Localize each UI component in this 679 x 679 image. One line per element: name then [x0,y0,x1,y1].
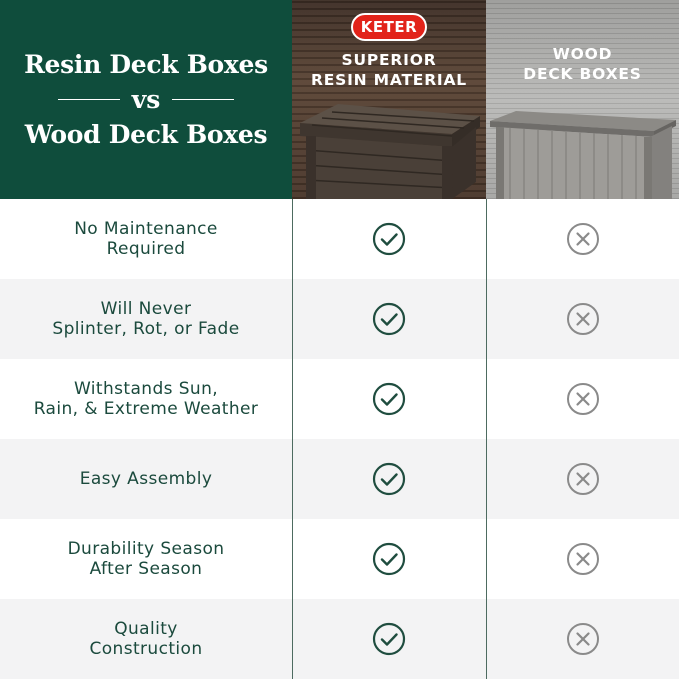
check-icon [372,222,406,256]
check-icon [372,382,406,416]
comparison-row [0,439,679,519]
wood-cell [486,279,679,359]
comparison-row [0,279,679,359]
comparison-row [0,199,679,279]
x-icon [566,542,600,576]
wood-deck-box-image [486,0,679,199]
x-icon [566,382,600,416]
comparison-row [0,519,679,599]
resin-column-heading [292,50,486,90]
vs-rule-right [172,99,234,100]
title-wood: Wood Deck Boxes [24,119,268,149]
wood-cell [486,199,679,279]
wood-cell [486,599,679,679]
row-label-line1: Quality [114,619,178,639]
resin-cell [292,199,486,279]
comparison-header [0,0,679,199]
resin-cell [292,279,486,359]
row-label-line1: Easy Assembly [79,469,213,489]
row-label-line2: Splinter, Rot, or Fade [52,319,240,339]
wood-cell [486,359,679,439]
row-label [0,359,292,439]
vs-divider [58,86,235,114]
comparison-row [0,359,679,439]
check-icon [372,462,406,496]
resin-column-header [292,0,486,199]
row-label-line1: No Maintenance [74,219,218,239]
resin-heading-line1: SUPERIOR [341,51,437,69]
check-icon [372,302,406,336]
resin-heading-line2: RESIN MATERIAL [311,71,467,89]
column-divider [486,199,487,679]
row-label [0,599,292,679]
comparison-rows [0,199,679,679]
row-label-line2: Required [106,239,186,259]
row-label-line1: Durability Season [67,539,225,559]
title-panel [0,0,292,199]
row-label [0,439,292,519]
keter-logo: KETER [351,13,427,41]
x-icon [566,222,600,256]
x-icon [566,622,600,656]
wood-column-heading [486,44,679,84]
check-icon [372,542,406,576]
vs-label: vs [131,84,161,114]
row-label-line2: After Season [89,559,203,579]
wood-column-header [486,0,679,199]
vs-rule-left [58,99,120,100]
comparison-row [0,599,679,679]
resin-cell [292,599,486,679]
row-label-line2: Rain, & Extreme Weather [33,399,259,419]
row-label-line1: Withstands Sun, [73,379,219,399]
resin-cell [292,439,486,519]
wood-heading-line2: DECK BOXES [523,65,642,83]
row-label [0,519,292,599]
resin-cell [292,519,486,599]
wood-cell [486,519,679,599]
resin-cell [292,359,486,439]
row-label [0,199,292,279]
row-label-line2: Construction [89,639,203,659]
row-label [0,279,292,359]
x-icon [566,462,600,496]
title-resin: Resin Deck Boxes [24,49,268,79]
row-label-line1: Will Never [100,299,192,319]
wood-cell [486,439,679,519]
column-divider [292,199,293,679]
x-icon [566,302,600,336]
check-icon [372,622,406,656]
wood-heading-line1: WOOD [552,45,613,63]
